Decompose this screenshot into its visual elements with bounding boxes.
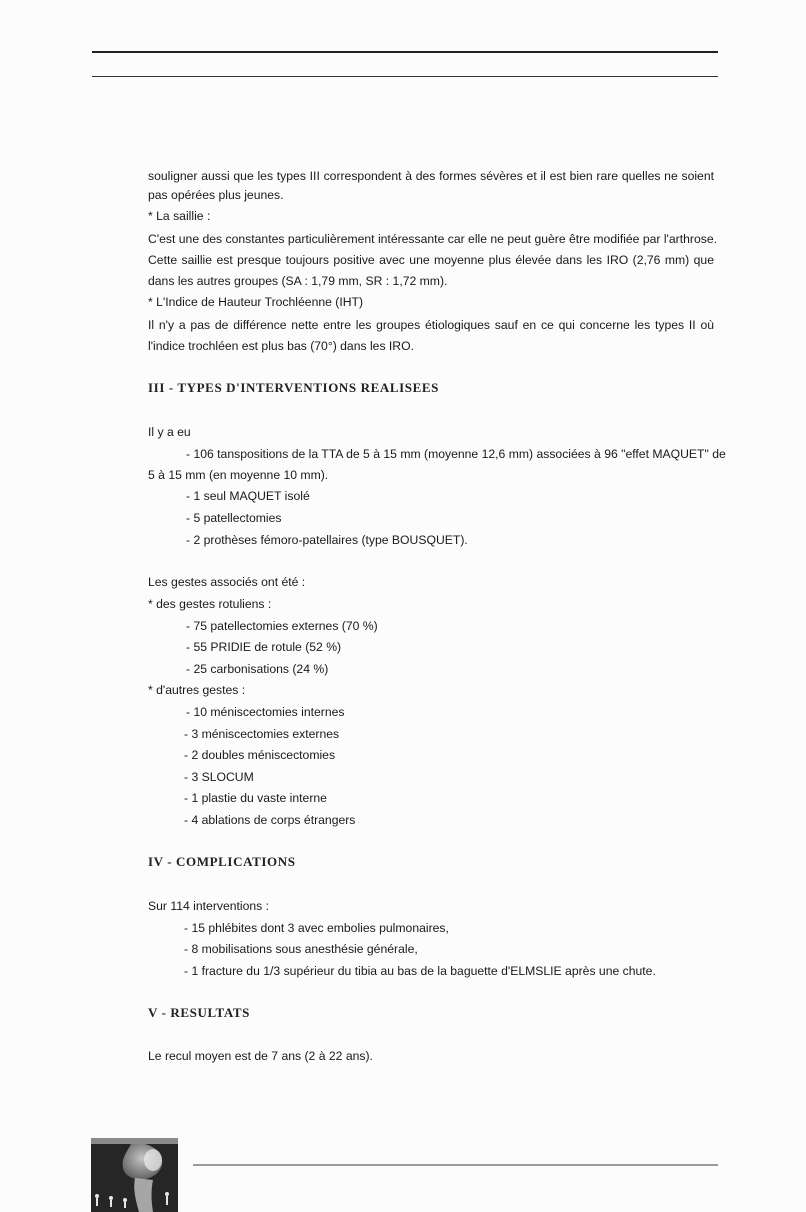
paragraph-line: C'est une des constantes particulièrement intéressante car elle ne peut guère être modifiée par l'arthrose.: [148, 232, 717, 246]
paragraph-line: dans les autres groupes (SA : 1,79 mm, SR : 1,72 mm).: [148, 274, 448, 288]
subheading-rotuliens: * des gestes rotuliens :: [148, 597, 272, 611]
section-heading-resultats: V - RESULTATS: [148, 1005, 250, 1020]
list-item: - 1 fracture du 1/3 supérieur du tibia au bas de la baguette d'ELMSLIE après une chute.: [184, 964, 656, 978]
subheading-saillie: * La saillie :: [148, 209, 211, 223]
list-item: - 3 méniscectomies externes: [184, 727, 340, 741]
paragraph-line: l'indice trochléen est plus bas (70°) dans les IRO.: [148, 339, 414, 353]
list-item: - 5 patellectomies: [186, 511, 282, 525]
subheading-autres: * d'autres gestes :: [148, 683, 246, 697]
section-intro: Il y a eu: [148, 425, 191, 439]
list-item: - 2 doubles méniscectomies: [184, 748, 336, 762]
header-rule-bottom: [92, 76, 718, 77]
footer-logo-knee-xray: [91, 1138, 178, 1212]
list-item: - 1 plastie du vaste interne: [184, 791, 327, 805]
list-item: - 25 carbonisations (24 %): [186, 662, 329, 676]
list-item: - 8 mobilisations sous anesthésie générale,: [184, 942, 418, 956]
knee-xray-icon: [91, 1138, 178, 1212]
paragraph-line: Il n'y a pas de différence nette entre les groupes étiologiques sauf en ce qui concerne les types II où: [148, 318, 714, 332]
list-item: - 10 méniscectomies internes: [186, 705, 345, 719]
list-item: - 55 PRIDIE de rotule (52 %): [186, 640, 342, 654]
list-item: - 75 patellectomies externes (70 %): [186, 619, 378, 633]
paragraph-line: souligner aussi que les types III correspondent à des formes sévères et il est bien rare quelles ne soient: [148, 169, 714, 183]
list-item: - 3 SLOCUM: [184, 770, 254, 784]
section-heading-complications: IV - COMPLICATIONS: [148, 854, 296, 869]
paragraph-line: pas opérées plus jeunes.: [148, 188, 284, 202]
list-item: - 2 prothèses fémoro-patellaires (type BOUSQUET).: [186, 533, 468, 547]
paragraph-line: Le recul moyen est de 7 ans (2 à 22 ans).: [148, 1049, 373, 1063]
header-rule-top: [92, 51, 718, 53]
list-item-continuation: 5 à 15 mm (en moyenne 10 mm).: [148, 468, 329, 482]
paragraph-line: Cette saillie est presque toujours positive avec une moyenne plus élevée dans les IRO (2,76 mm) que: [148, 253, 714, 267]
list-item: - 106 tanspositions de la TTA de 5 à 15 mm (moyenne 12,6 mm) associées à 96 "effet MAQUET" de: [186, 447, 726, 461]
list-item: - 1 seul MAQUET isolé: [186, 489, 310, 503]
subheading-iht: * L'Indice de Hauteur Trochléenne (IHT): [148, 295, 364, 309]
list-item: - 4 ablations de corps étrangers: [184, 813, 356, 827]
section-heading-interventions: III - TYPES D'INTERVENTIONS REALISEES: [148, 380, 439, 395]
paragraph-line: Les gestes associés ont été :: [148, 575, 306, 589]
section-intro: Sur 114 interventions :: [148, 899, 270, 913]
footer-rule: [193, 1164, 718, 1166]
list-item: - 15 phlébites dont 3 avec embolies pulmonaires,: [184, 921, 449, 935]
